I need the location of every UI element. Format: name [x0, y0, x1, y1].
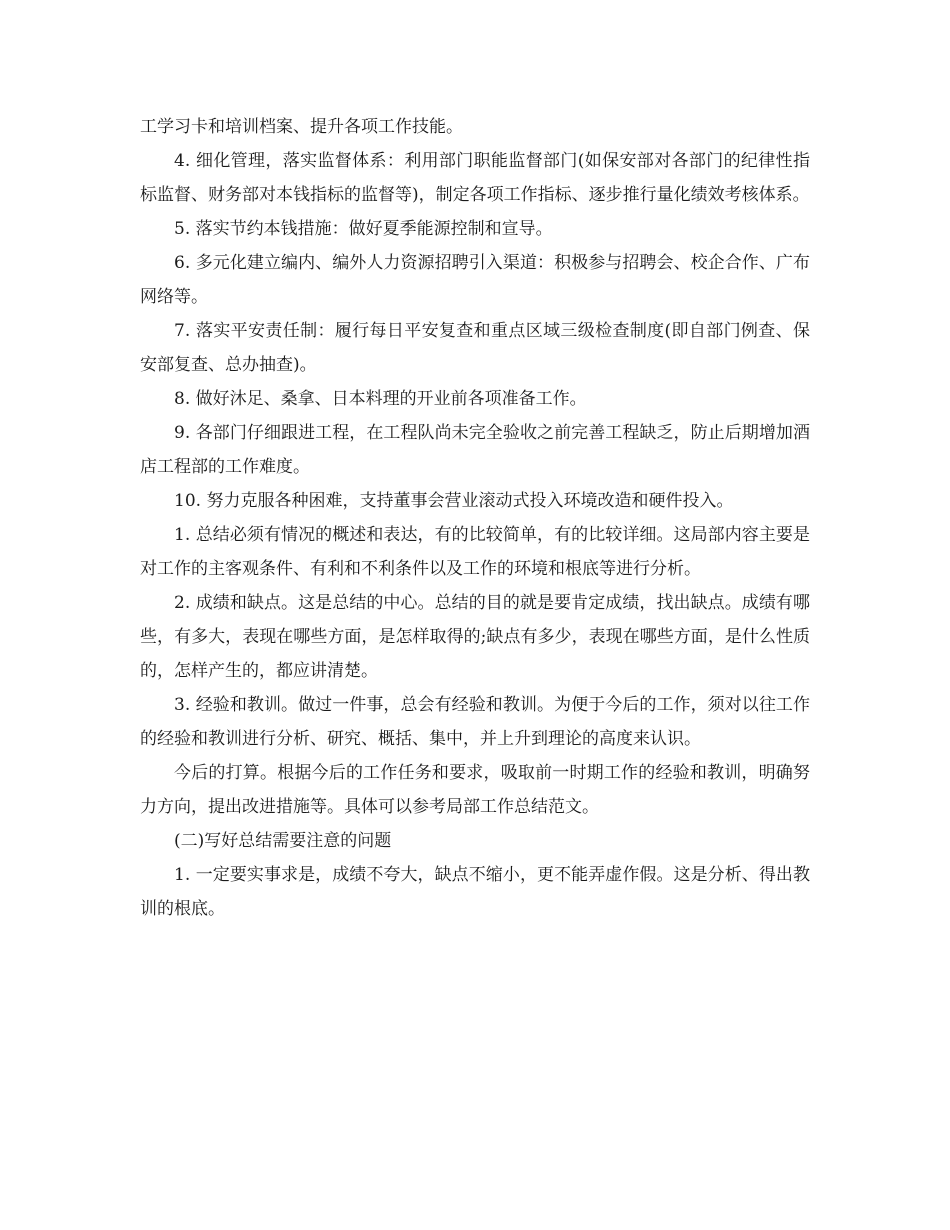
paragraph-note-1: 1. 一定要实事求是，成绩不夸大，缺点不缩小，更不能弄虚作假。这是分析、得出教训的根底。	[140, 865, 810, 919]
paragraph-continuation: 工学习卡和培训档案、提升各项工作技能。	[140, 117, 463, 137]
paragraph-summary-3: 3. 经验和教训。做过一件事，总会有经验和教训。为便于今后的工作，须对以往工作的经验和教训进行分析、研究、概括、集中，并上升到理论的高度来认识。	[140, 695, 810, 749]
paragraph-future-plan: 今后的打算。根据今后的工作任务和要求，吸取前一时期工作的经验和教训，明确努力方向，提出改进措施等。具体可以参考局部工作总结范文。	[140, 763, 810, 817]
paragraph-item-10: 10. 努力克服各种困难，支持董事会营业滚动式投入环境改造和硬件投入。	[174, 491, 734, 511]
paragraph-item-4: 4. 细化管理，落实监督体系：利用部门职能监督部门(如保安部对各部门的纪律性指标监督、财务部对本钱指标的监督等)，制定各项工作指标、逐步推行量化绩效考核体系。	[140, 151, 810, 205]
paragraph-item-7: 7. 落实平安责任制：履行每日平安复查和重点区域三级检查制度(即自部门例查、保安部复查、总办抽查)。	[140, 321, 810, 375]
paragraph-item-8: 8. 做好沐足、桑拿、日本料理的开业前各项准备工作。	[174, 389, 587, 409]
paragraph-summary-1: 1. 总结必须有情况的概述和表达，有的比较简单，有的比较详细。这局部内容主要是对工作的主客观条件、有利和不利条件以及工作的环境和根底等进行分析。	[140, 525, 810, 579]
paragraph-item-6: 6. 多元化建立编内、编外人力资源招聘引入渠道：积极参与招聘会、校企合作、广布网络等。	[140, 253, 810, 307]
document-page	[140, 110, 810, 926]
paragraph-item-9: 9. 各部门仔细跟进工程，在工程队尚未完全验收之前完善工程缺乏，防止后期增加酒店工程部的工作难度。	[140, 423, 810, 477]
paragraph-summary-2: 2. 成绩和缺点。这是总结的中心。总结的目的就是要肯定成绩，找出缺点。成绩有哪些，有多大，表现在哪些方面，是怎样取得的;缺点有多少，表现在哪些方面，是什么性质的，怎样产生的，都应讲清楚。	[140, 593, 810, 681]
section-heading: (二)写好总结需要注意的问题	[174, 831, 392, 851]
paragraph-item-5: 5. 落实节约本钱措施：做好夏季能源控制和宣导。	[174, 219, 553, 239]
